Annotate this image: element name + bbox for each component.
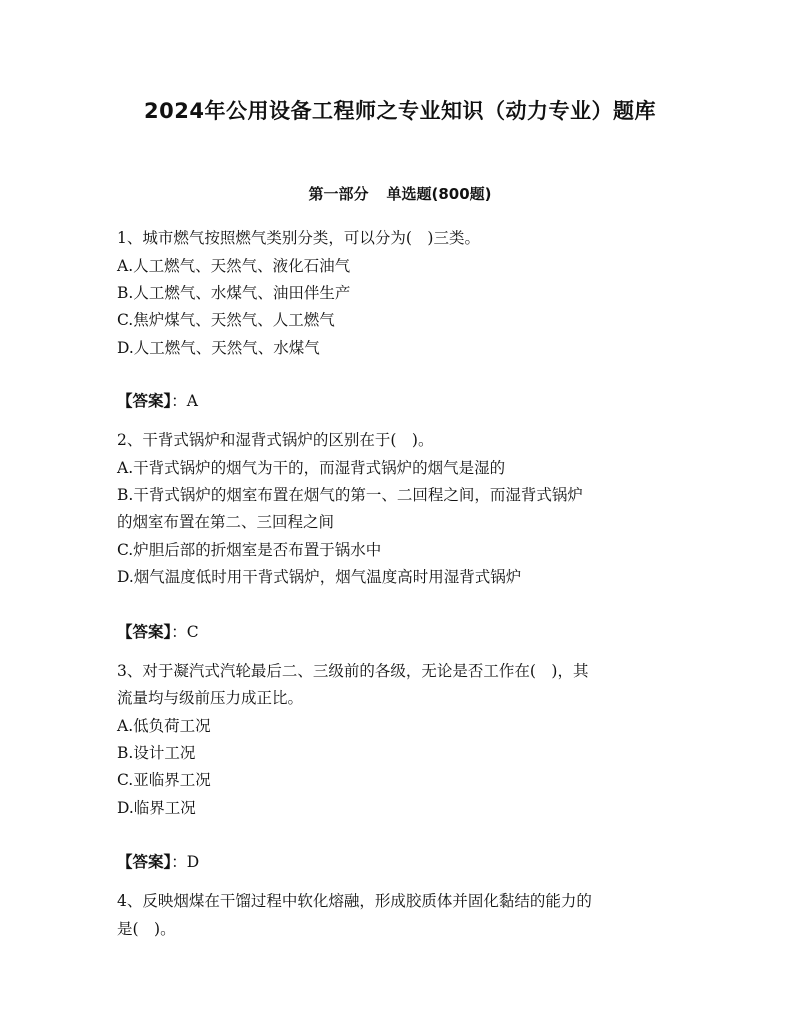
- question-2-stem: 2、干背式锅炉和湿背式锅炉的区别在于( )。: [117, 431, 434, 449]
- question-2-answer: [117, 622, 687, 642]
- question-2-option-b: B.干背式锅炉的烟室布置在烟气的第一、二回程之间，而湿背式锅炉: [117, 486, 583, 504]
- answer-value: C: [186, 623, 199, 641]
- answer-value: A: [186, 392, 198, 410]
- question-3-option-a: A.低负荷工况: [117, 717, 211, 735]
- document-title: 2024年公用设备工程师之专业知识（动力专业）题库: [144, 99, 656, 123]
- question-1-option-d: D.人工燃气、天然气、水煤气: [117, 339, 320, 357]
- question-2-option-b-continued: 的烟室布置在第二、三回程之间: [117, 513, 335, 531]
- question-1-option-b: B.人工燃气、水煤气、油田伴生产: [117, 284, 351, 302]
- answer-label: 【答案】: [117, 392, 172, 410]
- question-2-option-c: C.炉胆后部的折烟室是否布置于锅水中: [117, 541, 382, 559]
- question-1-option-a: A.人工燃气、天然气、液化石油气: [117, 257, 351, 275]
- question-3-answer: [117, 852, 687, 872]
- question-1-answer: [117, 391, 687, 411]
- answer-label: 【答案】: [117, 853, 172, 871]
- question-3-stem: 3、对于凝汽式汽轮最后二、三级前的各级，无论是否工作在( )，其: [117, 662, 589, 680]
- section-part: 第一部分: [308, 185, 369, 203]
- question-1-option-c: C.焦炉煤气、天然气、人工燃气: [117, 311, 335, 329]
- answer-separator: ：: [171, 623, 187, 641]
- question-3-option-c: C.亚临界工况: [117, 771, 211, 789]
- question-3-stem-continued: 流量均与级前压力成正比。: [117, 689, 304, 707]
- answer-separator: ：: [171, 392, 187, 410]
- question-4-stem-continued: 是( )。: [117, 920, 176, 938]
- question-4-stem: 4、反映烟煤在干馏过程中软化熔融，形成胶质体并固化黏结的能力的: [117, 892, 592, 910]
- answer-value: D: [186, 853, 200, 871]
- answer-separator: ：: [171, 853, 187, 871]
- section-name: 单选题(800题): [386, 185, 492, 203]
- question-1-stem: 1、城市燃气按照燃气类别分类，可以分为( )三类。: [117, 229, 480, 247]
- question-3-option-d: D.临界工况: [117, 799, 196, 817]
- question-3-option-b: B.设计工况: [117, 744, 196, 762]
- answer-label: 【答案】: [117, 623, 172, 641]
- question-2-option-d: D.烟气温度低时用干背式锅炉，烟气温度高时用湿背式锅炉: [117, 568, 522, 586]
- question-2-option-a: A.干背式锅炉的烟气为干的，而湿背式锅炉的烟气是湿的: [117, 459, 506, 477]
- section-heading: [0, 183, 800, 204]
